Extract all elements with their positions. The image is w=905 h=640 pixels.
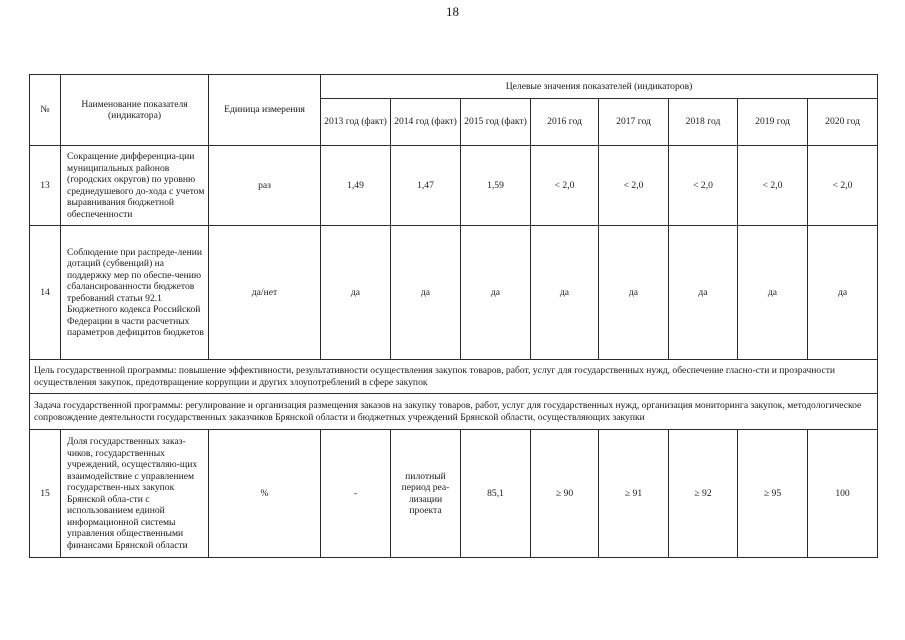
goal-row [30,360,878,394]
unit-cell: раз [209,146,321,226]
value-cell: - [321,430,391,558]
task-row [30,394,878,430]
table-row [30,146,878,226]
value-cell: да [669,226,738,360]
indicators-table [29,74,878,558]
value-cell: < 2,0 [738,146,808,226]
unit-cell: да/нет [209,226,321,360]
header-year: 2017 год [599,99,669,146]
header-year: 2014 год (факт) [391,99,461,146]
value-cell: ≥ 91 [599,430,669,558]
value-cell: 1,59 [461,146,531,226]
value-cell: да [461,226,531,360]
header-year: 2016 год [531,99,599,146]
header-year: 2020 год [808,99,878,146]
value-cell: да [321,226,391,360]
value-cell: < 2,0 [669,146,738,226]
indicator-name: Сокращение дифференциа-ции муниципальных районов (городских округов) по уровню среднедушевого до-хода с учетом выравнивания бюджетной обеспеченности [61,146,209,226]
row-number: 14 [30,226,61,360]
page-number: 18 [446,4,459,19]
header-row [30,75,878,99]
value-cell: пилотный период реа-лизации проекта [391,430,461,558]
header-target-values: Целевые значения показателей (индикаторов) [321,75,878,99]
program-goal-text: Цель государственной программы: повышение эффективности, результативности осуществления закупок товаров, работ, услуг для государственных нужд, обеспечение гласно-сти и прозрачности осуществления закупок, предотвращение коррупции и других злоупотреблений в сфере закупок [30,360,878,394]
row-number: 15 [30,430,61,558]
program-task-text: Задача государственной программы: регулирование и организация размещения заказов на закупку товаров, работ, услуг для государственных нужд, организация мониторинга закупок, методологическое сопровождение деятельности государственных заказчиков Брянской области и бюджетных учреждений Брянской области, осуществляющих закупки [30,394,878,430]
indicator-name: Соблюдение при распреде-лении дотаций (субвенций) на поддержку мер по обеспе-чению сбалансированности бюджетов требований статьи 92.1 Бюджетного кодекса Российской Федерации в части расчетных параметров дефицитов бюджетов [61,226,209,360]
header-year: 2018 год [669,99,738,146]
value-cell: 100 [808,430,878,558]
value-cell: 85,1 [461,430,531,558]
header-year: 2015 год (факт) [461,99,531,146]
value-cell: ≥ 92 [669,430,738,558]
unit-cell: % [209,430,321,558]
value-cell: < 2,0 [808,146,878,226]
header-unit: Единица измерения [209,75,321,146]
value-cell: 1,49 [321,146,391,226]
value-cell: да [808,226,878,360]
value-cell: < 2,0 [531,146,599,226]
table-row [30,430,878,558]
row-number: 13 [30,146,61,226]
value-cell: да [599,226,669,360]
value-cell: 1,47 [391,146,461,226]
table-row [30,226,878,360]
indicator-name: Доля государственных заказ-чиков, государственных учреждений, осуществляю-щих взаимодействие с управлением государствен-ных закупок Брянской обла-сти с использованием единой информационной системы управления общественными финансами Брянской области [61,430,209,558]
header-indicator-name: Наименование показателя (индикатора) [61,75,209,146]
header-num: № [30,75,61,146]
header-year: 2013 год (факт) [321,99,391,146]
value-cell: да [391,226,461,360]
value-cell: да [738,226,808,360]
value-cell: да [531,226,599,360]
header-year: 2019 год [738,99,808,146]
value-cell: < 2,0 [599,146,669,226]
value-cell: ≥ 90 [531,430,599,558]
value-cell: ≥ 95 [738,430,808,558]
